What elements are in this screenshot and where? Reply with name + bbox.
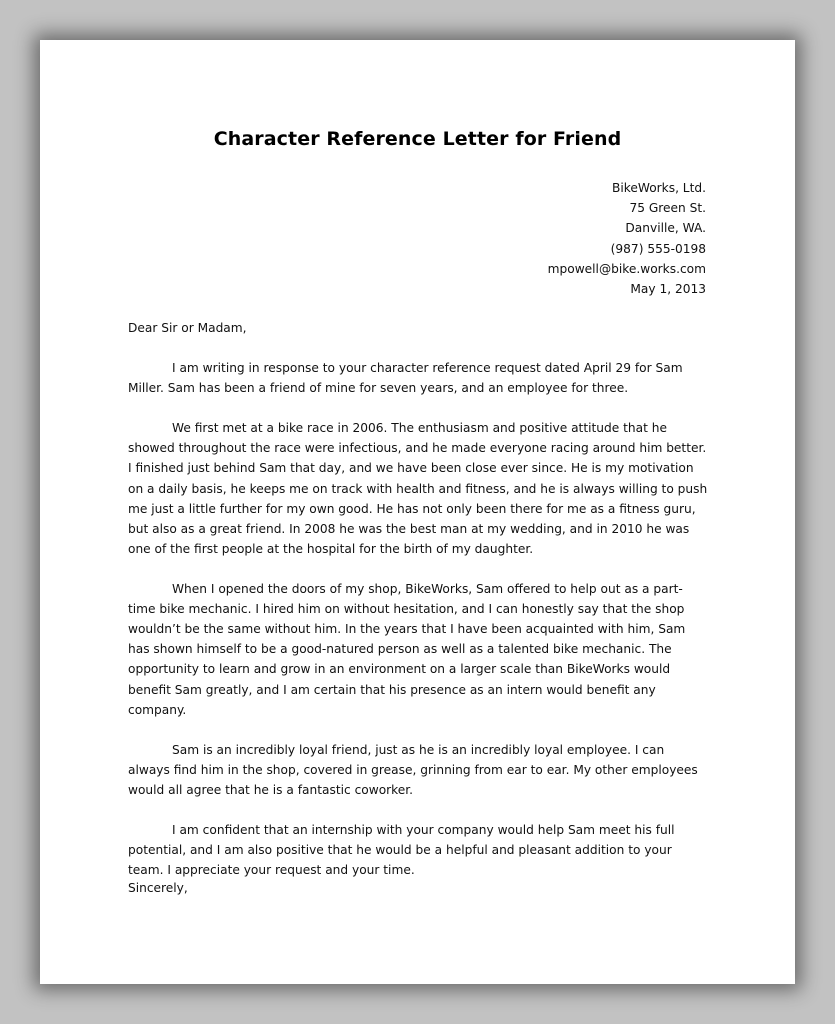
- sender-phone: (987) 555-0198: [610, 241, 706, 256]
- body-paragraph-1: I am writing in response to your character reference request dated April 29 for Sam Miller. Sam has been a friend of mine for seven years, and an employee for three.: [128, 361, 683, 396]
- body-paragraph-3: When I opened the doors of my shop, BikeWorks, Sam offered to help out as a part-time bike mechanic. I hired him on without hesitation, and I can honestly say that the shop wouldn’t be the same without him. In the years that I have been acquainted with him, Sam has shown himself to be a good-natured person as well as a talented bike mechanic. The opportunity to learn and grow in an environment on a larger scale than BikeWorks would benefit Sam greatly, and I am certain that his presence as an intern would benefit any company.: [128, 582, 686, 717]
- closing: Sincerely,: [128, 881, 188, 895]
- body-paragraph-5: I am confident that an internship with your company would help Sam meet his full potential, and I am also positive that he would be a helpful and pleasant addition to your team. I appreciate your request and your time.: [128, 823, 675, 878]
- sender-email: mpowell@bike.works.com: [547, 261, 706, 276]
- body-paragraph-2: We first met at a bike race in 2006. The enthusiasm and positive attitude that he showed throughout the race were infectious, and he made everyone racing around him better. I finished just behind Sam that day, and we have been close ever since. He is my motivation on a daily basis, he keeps me on track with health and fitness, and he is always willing to push me just a little further for my own good. He has not only been there for me as a fitness guru, but also as a great friend. In 2008 he was the best man at my wedding, and in 2010 he was one of the first people at the hospital for the birth of my daughter.: [128, 421, 708, 556]
- salutation: Dear Sir or Madam,: [128, 321, 247, 335]
- letter-title: Character Reference Letter for Friend: [213, 128, 622, 150]
- sender-street: 75 Green St.: [629, 201, 706, 216]
- letter-body: [128, 358, 708, 901]
- sender-city: Danville, WA.: [625, 221, 706, 236]
- letter-page: [40, 40, 795, 984]
- body-paragraph-4: Sam is an incredibly loyal friend, just as he is an incredibly loyal employee. I can always find him in the shop, covered in grease, grinning from ear to ear. My other employees would all agree that he is a fantastic coworker.: [128, 742, 698, 797]
- sender-address-block: [548, 178, 706, 299]
- letter-date: May 1, 2013: [630, 282, 706, 297]
- sender-company: BikeWorks, Ltd.: [611, 181, 706, 195]
